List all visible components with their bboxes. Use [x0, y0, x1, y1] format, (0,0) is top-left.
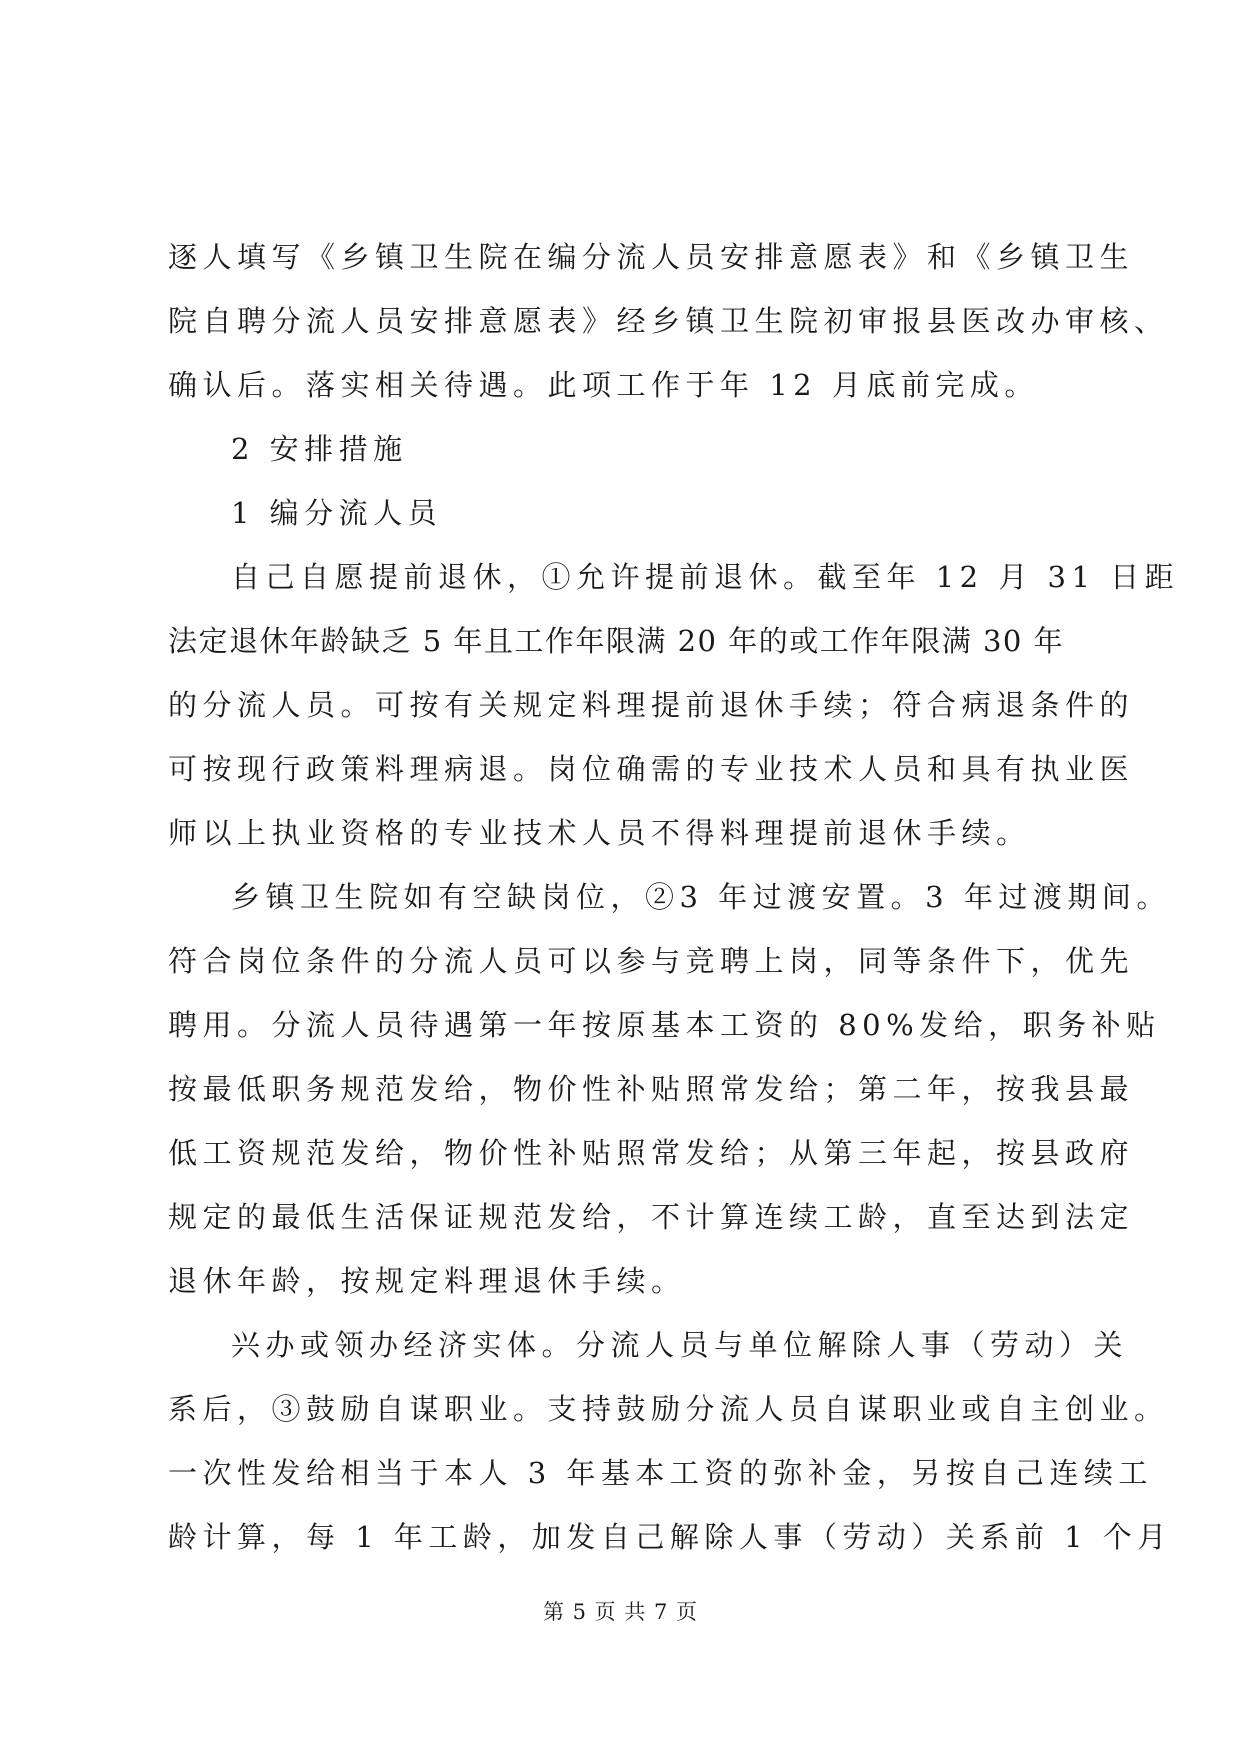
page-number-footer: 第 5 页 共 7 页 [542, 1600, 699, 1624]
section-heading: 2 安排措施 [231, 432, 408, 466]
text-line: 确认后。落实相关待遇。此项工作于年 12 月底前完成。 [168, 368, 1039, 402]
subsection-heading: 1 编分流人员 [231, 496, 443, 530]
text-line: 退休年龄，按规定料理退休手续。 [168, 1264, 686, 1298]
text-line: 乡镇卫生院如有空缺岗位，②3 年过渡安置。3 年过渡期间。 [231, 880, 1171, 914]
text-line: 低工资规范发给，物价性补贴照常发给；从第三年起，按县政府 [168, 1136, 1135, 1170]
text-line: 自己自愿提前退休，①允许提前退休。截至年 12 月 31 日距 [231, 560, 1180, 594]
text-line: 院自聘分流人员安排意愿表》经乡镇卫生院初审报县医改办审核、 [168, 304, 1169, 338]
text-line: 可按现行政策料理病退。岗位确需的专业技术人员和具有执业医 [168, 752, 1135, 786]
text-line: 法定退休年龄缺乏 5 年且工作年限满 20 年的或工作年限满 30 年 [168, 624, 1065, 658]
text-line: 的分流人员。可按有关规定料理提前退休手续；符合病退条件的 [168, 688, 1135, 722]
text-line: 龄计算，每 1 年工龄，加发自己解除人事（劳动）关系前 1 个月 [168, 1520, 1172, 1554]
text-line: 系后，③鼓励自谋职业。支持鼓励分流人员自谋职业或自主创业。 [168, 1392, 1169, 1426]
text-line: 师以上执业资格的专业技术人员不得料理提前退休手续。 [168, 816, 1031, 850]
text-line: 一次性发给相当于本人 3 年基本工资的弥补金，另按自己连续工 [168, 1456, 1153, 1490]
text-line: 符合岗位条件的分流人员可以参与竞聘上岗，同等条件下，优先 [168, 944, 1135, 978]
text-line: 聘用。分流人员待遇第一年按原基本工资的 80%发给，职务补贴 [168, 1008, 1161, 1042]
document-body [168, 225, 1180, 1569]
text-line: 规定的最低生活保证规范发给，不计算连续工龄，直至达到法定 [168, 1200, 1135, 1234]
text-line: 按最低职务规范发给，物价性补贴照常发给；第二年，按我县最 [168, 1072, 1135, 1106]
text-line: 兴办或领办经济实体。分流人员与单位解除人事（劳动）关 [231, 1328, 1129, 1362]
text-line: 逐人填写《乡镇卫生院在编分流人员安排意愿表》和《乡镇卫生 [168, 240, 1135, 274]
